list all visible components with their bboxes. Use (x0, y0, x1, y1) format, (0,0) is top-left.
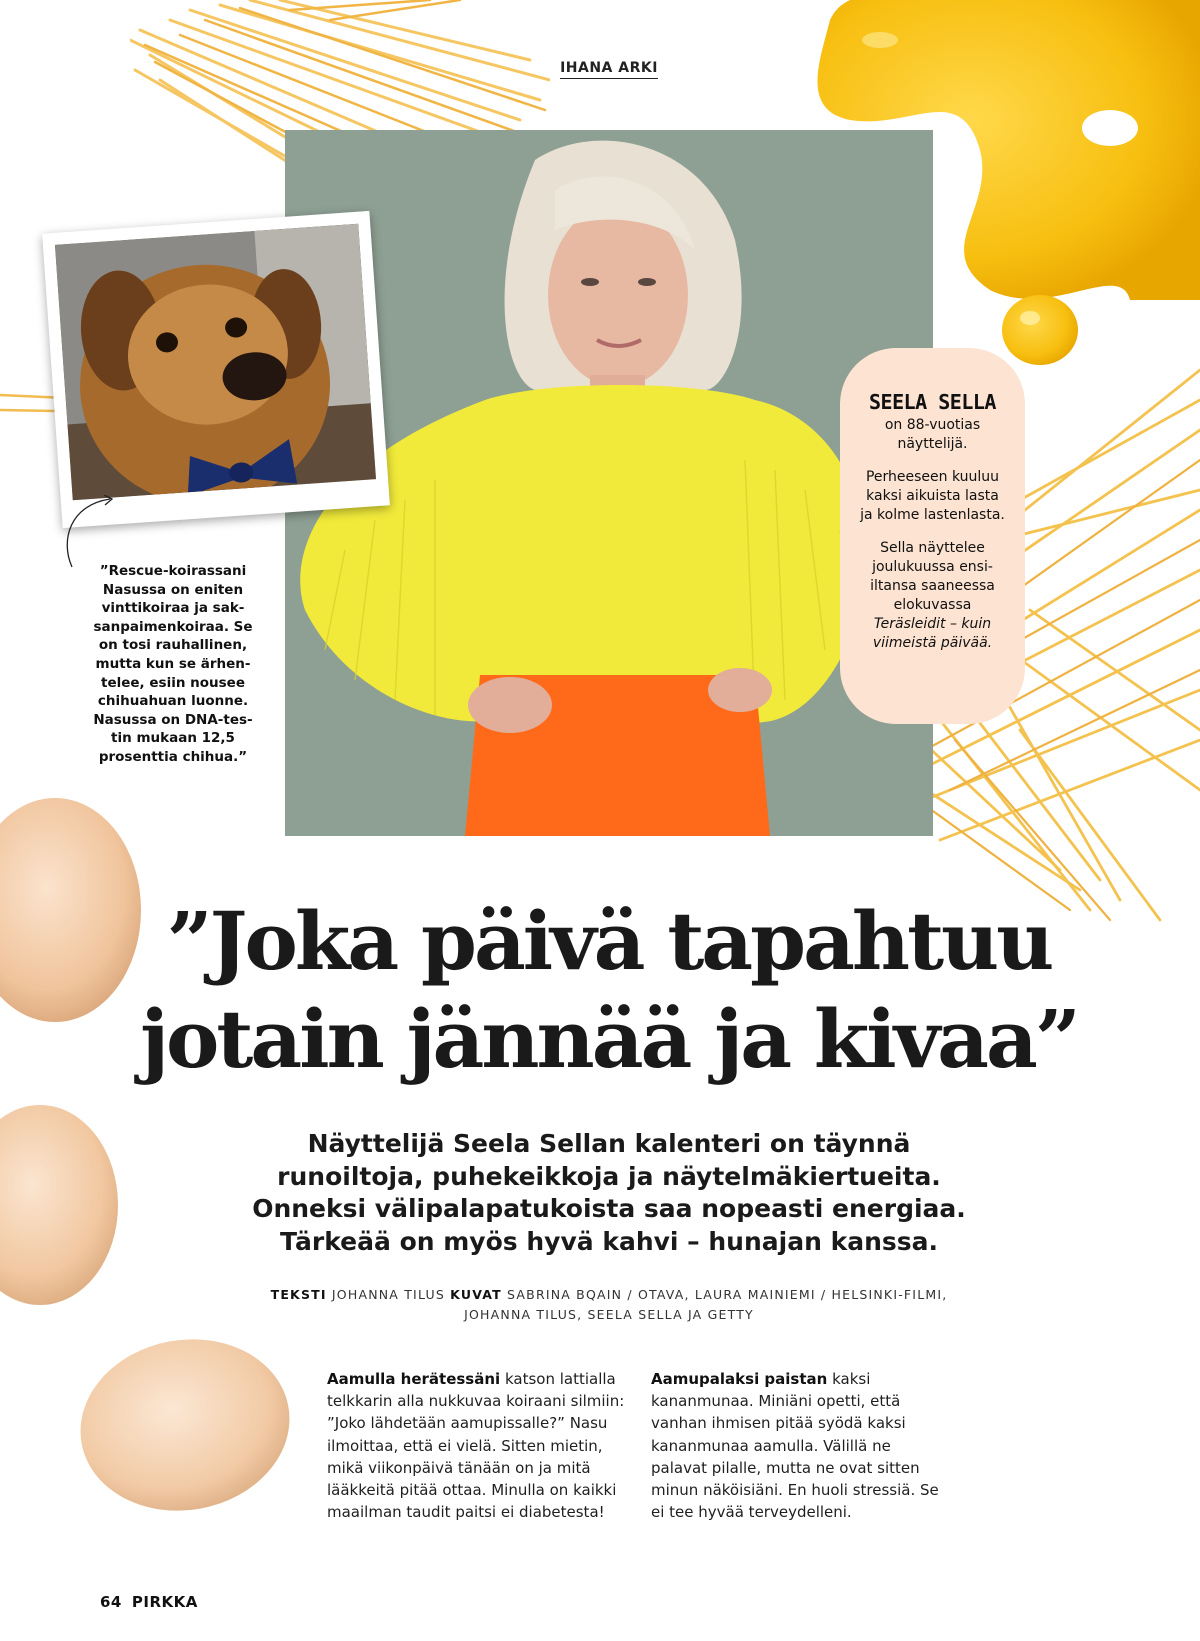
info-film-title: Teräsleidit – kuin viimeistä päivää. (872, 616, 993, 651)
folio (100, 1593, 198, 1611)
body-col2-lead: Aamupalaksi paistan (651, 1370, 828, 1388)
info-film (840, 539, 1025, 653)
lead-line: Tärkeää on myös hyvä kahvi – hunajan kanssa. (279, 1226, 939, 1256)
lead-line: Näyttelijä Seela Sellan kalenteri on täynnä (307, 1129, 911, 1158)
body-col2-text: kaksi kananmunaa. Miniäni opetti, että vanhan ihmisen pitää syödä kaksi kananmunaa aamulla. Välillä ne palavat pilalle, mutta ne ovat sitten minun näköisiäni. En huoli stressiä. Se ei tee hyvää terveydelleni. (651, 1370, 939, 1522)
credits (220, 1285, 998, 1325)
dog-quote-line: ”Rescue-koirassani (99, 563, 247, 579)
body-col1-text: katson lattialla telkkarin alla nukkuvaa koiraani silmiin: ”Joko lähdetään aamupissalle?” Nasu ilmoittaa, että ei vielä. Sitten mietin, mikä viikonpäivä tänään on ja mitä lääkkeitä pitää ottaa. Minulla on kaikki maailman taudit paitsi ei diabetesta! (327, 1370, 625, 1522)
dog-polaroid (42, 211, 390, 528)
headline (0, 892, 1200, 1088)
dog-quote-line: chihuahuan luonne. (97, 693, 249, 710)
dog-quote (78, 562, 268, 767)
dog-photo (55, 224, 376, 501)
credits-photos-label: KUVAT (450, 1287, 502, 1302)
dog-quote-line: Nasussa on DNA-tes- (93, 711, 253, 728)
info-box (840, 348, 1025, 724)
dog-quote-line: mutta kun se ärhen- (95, 655, 251, 672)
credits-photos-value-2: JOHANNA TILUS, SEELA SELLA JA GETTY (464, 1307, 754, 1322)
dog-quote-line: on tosi rauhallinen, (98, 637, 248, 654)
info-name: SEELA SELLA (869, 390, 996, 414)
page-number: 64 (100, 1593, 122, 1611)
info-family: Perheeseen kuuluu kaksi aikuista lasta ja kolme lastenlasta. (860, 469, 1005, 523)
credits-text-value: JOHANNA TILUS (331, 1287, 445, 1302)
lead-paragraph (240, 1128, 978, 1258)
dog-quote-line: tin mukaan 12,5 (111, 730, 235, 747)
credits-photos-value: SABRINA BQAIN / OTAVA, LAURA MAINIEMI / HELSINKI-FILMI, (507, 1287, 948, 1302)
egg-icon (65, 1325, 295, 1525)
headline-line: ”Joka päivä tapahtuu (166, 894, 1052, 988)
credits-text-label: TEKSTI (270, 1287, 327, 1302)
section-label: IHANA ARKI (0, 60, 1200, 76)
info-film-text: Sella näyttelee joulukuussa ensi-iltansa saaneessa elokuvassa (870, 540, 995, 613)
body-col1-lead: Aamulla herätessäni (327, 1370, 501, 1388)
egg-icon (0, 1095, 125, 1315)
body-column-1 (327, 1368, 627, 1523)
headline-line: jotain jännää ja kivaa” (140, 992, 1078, 1086)
body-column-2 (651, 1368, 951, 1523)
lead-line: Onneksi välipalapatukoista saa nopeasti energiaa. (252, 1194, 966, 1223)
dog-quote-line: prosenttia chihua.” (98, 748, 248, 765)
dog-quote-line: telee, esiin nousee (101, 674, 245, 691)
lead-line: runoiltoja, puhekeikkoja ja näytelmäkiertueita. (277, 1161, 941, 1191)
dog-quote-line: vinttikoiraa ja sak- (101, 600, 245, 617)
dog-quote-line: sanpaimenkoiraa. Se (93, 618, 253, 635)
dog-quote-line: Nasussa on eniten (102, 581, 244, 598)
magazine-name: PIRKKA (131, 1593, 198, 1611)
info-age: on 88-vuotias näyttelijä. (884, 417, 981, 452)
